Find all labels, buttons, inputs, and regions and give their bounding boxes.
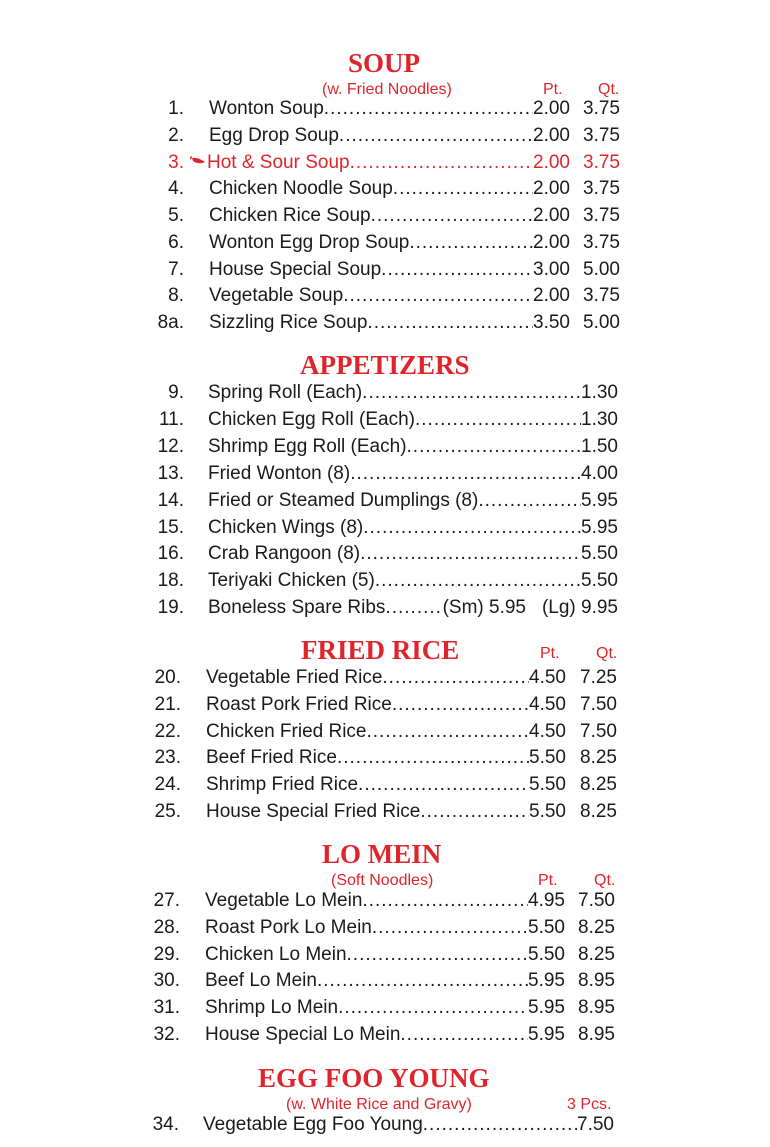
menu-item-row bbox=[0, 380, 770, 406]
item-name: Vegetable Fried Rice bbox=[206, 667, 383, 688]
item-price: 5.50 bbox=[581, 570, 618, 592]
menu-item-row bbox=[0, 568, 770, 594]
menu-item-row bbox=[0, 772, 770, 798]
item-name: Chicken Lo Mein bbox=[205, 943, 347, 965]
item-number: 32. bbox=[153, 1024, 180, 1045]
item-name: Hot & Sour Soup bbox=[207, 151, 350, 173]
menu-item-row bbox=[0, 407, 770, 433]
menu-item-row bbox=[0, 595, 770, 621]
item-body bbox=[205, 995, 565, 1021]
item-body bbox=[206, 745, 566, 771]
item-name: Wonton Soup bbox=[209, 98, 324, 119]
item-body bbox=[208, 488, 618, 514]
item-body bbox=[209, 123, 570, 149]
dot-leader bbox=[367, 310, 533, 336]
item-body bbox=[208, 380, 618, 406]
item-body bbox=[209, 310, 570, 336]
menu-item-row bbox=[0, 1112, 770, 1138]
fried-rice-pt-label: Pt. bbox=[540, 645, 560, 662]
dot-leader bbox=[363, 515, 581, 541]
item-name: Roast Pork Lo Mein bbox=[205, 916, 372, 938]
item-number: 9. bbox=[168, 382, 184, 403]
item-price-quart: 7.50 bbox=[580, 720, 617, 742]
item-body bbox=[209, 96, 570, 122]
item-number: 4. bbox=[168, 178, 184, 200]
menu-item-row bbox=[0, 150, 770, 176]
item-price: 1.50 bbox=[581, 435, 618, 457]
menu-item-row bbox=[0, 123, 770, 149]
item-price-quart: 8.25 bbox=[578, 943, 615, 965]
item-price: 5.95 bbox=[581, 489, 618, 511]
lo-mein-qt-label: Qt. bbox=[594, 872, 616, 889]
item-price-quart: 8.95 bbox=[578, 997, 615, 1019]
dot-leader bbox=[407, 434, 581, 460]
section-title-lo-mein: LO MEIN bbox=[322, 839, 442, 869]
menu-item-row bbox=[0, 745, 770, 771]
item-price: 2.00 bbox=[533, 98, 570, 119]
item-body bbox=[205, 1022, 565, 1048]
dot-leader bbox=[393, 176, 533, 202]
menu-item-row bbox=[0, 719, 770, 745]
item-number: 28. bbox=[153, 916, 180, 938]
dot-leader bbox=[337, 745, 529, 771]
item-name: Fried Wonton (8) bbox=[208, 462, 351, 484]
item-name: Spring Roll (Each) bbox=[208, 382, 363, 403]
item-number: 25. bbox=[154, 801, 181, 822]
item-price: 3.50 bbox=[533, 312, 570, 333]
item-name: Wonton Egg Drop Soup bbox=[209, 231, 410, 253]
item-price: 5.50 bbox=[528, 943, 565, 965]
dot-leader bbox=[423, 1112, 577, 1138]
menu-item-row bbox=[0, 515, 770, 541]
section-title-appetizers: APPETIZERS bbox=[300, 350, 470, 380]
item-price-quart: 5.00 bbox=[583, 258, 620, 280]
item-number: 22. bbox=[154, 720, 181, 742]
dot-leader bbox=[372, 915, 528, 941]
dot-leader bbox=[339, 123, 533, 149]
item-body bbox=[208, 541, 618, 567]
item-body bbox=[209, 257, 570, 283]
item-body bbox=[208, 568, 618, 594]
egg-foo-young-count-label: 3 Pcs. bbox=[567, 1096, 612, 1113]
item-price: 5.50 bbox=[529, 774, 566, 796]
item-name: Crab Rangoon (8) bbox=[208, 543, 361, 565]
item-number: 20. bbox=[154, 667, 181, 688]
menu-item-row bbox=[0, 283, 770, 309]
section-subtitle-soup: (w. Fried Noodles) bbox=[322, 81, 452, 98]
menu-item-row bbox=[0, 888, 770, 914]
item-price-quart: 8.25 bbox=[580, 774, 617, 796]
item-price-quart: 8.25 bbox=[578, 916, 615, 938]
item-body bbox=[209, 176, 570, 202]
item-body bbox=[205, 915, 565, 941]
item-price-quart: 3.75 bbox=[583, 231, 620, 253]
lo-mein-pt-label: Pt. bbox=[538, 872, 558, 889]
dot-leader bbox=[409, 230, 533, 256]
menu-item-row bbox=[0, 799, 770, 825]
item-price: 5.50 bbox=[529, 801, 566, 822]
item-number: 12. bbox=[157, 435, 184, 457]
item-name: Fried or Steamed Dumplings (8) bbox=[208, 489, 479, 511]
dot-leader bbox=[420, 799, 529, 825]
dot-leader bbox=[415, 407, 581, 433]
item-price: 5.95 bbox=[581, 516, 618, 538]
section-title-soup: SOUP bbox=[348, 48, 421, 78]
item-price: 4.00 bbox=[581, 462, 618, 484]
item-price: 1.30 bbox=[581, 408, 618, 430]
menu-item-row bbox=[0, 541, 770, 567]
dot-leader bbox=[338, 995, 528, 1021]
dot-leader bbox=[317, 968, 528, 994]
item-price-quart: 3.75 bbox=[583, 151, 620, 173]
dot-leader bbox=[478, 488, 581, 514]
item-number: 31. bbox=[153, 997, 180, 1019]
item-price: 5.95 bbox=[528, 1024, 565, 1045]
item-price: 5.50 bbox=[529, 747, 566, 769]
item-price: 4.50 bbox=[529, 667, 566, 688]
item-price: 5.95 bbox=[528, 970, 565, 992]
item-number: 13. bbox=[157, 462, 184, 484]
item-name: Boneless Spare Ribs bbox=[208, 597, 386, 619]
item-name: Roast Pork Fried Rice bbox=[206, 693, 392, 715]
dot-leader bbox=[360, 541, 581, 567]
item-number: 14. bbox=[157, 489, 184, 511]
dot-leader bbox=[385, 595, 442, 621]
item-price: (Sm) 5.95 bbox=[442, 597, 526, 619]
dot-leader bbox=[362, 888, 528, 914]
item-price-quart: 8.25 bbox=[580, 747, 617, 769]
item-number: 24. bbox=[154, 774, 181, 796]
item-name: Beef Lo Mein bbox=[205, 970, 317, 992]
item-price-quart: 3.75 bbox=[583, 124, 620, 146]
menu-item-row bbox=[0, 942, 770, 968]
item-price-quart: (Lg) 9.95 bbox=[541, 597, 618, 619]
item-body bbox=[203, 1112, 614, 1138]
item-name: Vegetable Lo Mein bbox=[205, 890, 363, 911]
item-number: 18. bbox=[157, 570, 184, 592]
fried-rice-qt-label: Qt. bbox=[596, 645, 618, 662]
item-name: Chicken Rice Soup bbox=[209, 205, 371, 226]
dot-leader bbox=[382, 665, 529, 691]
item-price: 2.00 bbox=[533, 231, 570, 253]
item-name: House Special Lo Mein bbox=[205, 1024, 401, 1045]
item-body bbox=[209, 203, 570, 229]
soup-pt-label: Pt. bbox=[543, 81, 563, 98]
item-number: 7. bbox=[168, 258, 184, 280]
dot-leader bbox=[367, 719, 530, 745]
item-number: 30. bbox=[153, 970, 180, 992]
item-number: 5. bbox=[168, 205, 184, 226]
item-number: 34. bbox=[152, 1114, 179, 1135]
dot-leader bbox=[375, 568, 581, 594]
item-name: Teriyaki Chicken (5) bbox=[208, 570, 375, 592]
menu-item-row bbox=[0, 230, 770, 256]
item-price-quart: 8.25 bbox=[580, 801, 617, 822]
item-price: 2.00 bbox=[533, 151, 570, 173]
item-name: Sizzling Rice Soup bbox=[209, 312, 368, 333]
item-number: 1. bbox=[168, 98, 184, 119]
menu-item-row bbox=[0, 310, 770, 336]
dot-leader bbox=[350, 150, 533, 176]
item-name: Chicken Noodle Soup bbox=[209, 178, 393, 200]
section-title-egg-foo-young: EGG FOO YOUNG bbox=[258, 1063, 490, 1093]
item-name: House Special Soup bbox=[209, 258, 382, 280]
item-price: 3.00 bbox=[533, 258, 570, 280]
menu-item-row bbox=[0, 665, 770, 691]
item-body bbox=[208, 595, 526, 621]
item-price: 4.50 bbox=[529, 720, 566, 742]
item-name: Chicken Egg Roll (Each) bbox=[208, 408, 415, 430]
item-price-quart: 3.75 bbox=[583, 178, 620, 200]
item-body bbox=[206, 665, 566, 691]
section-title-fried-rice: FRIED RICE bbox=[301, 635, 460, 665]
item-price-quart: 8.95 bbox=[578, 1024, 615, 1045]
item-name: Shrimp Lo Mein bbox=[205, 997, 339, 1019]
item-price: 5.50 bbox=[528, 916, 565, 938]
section-subtitle-egg-foo-young: (w. White Rice and Gravy) bbox=[286, 1096, 472, 1113]
item-body bbox=[189, 150, 570, 176]
item-price: 2.00 bbox=[533, 285, 570, 307]
dot-leader bbox=[343, 283, 533, 309]
hot-pepper-icon bbox=[189, 150, 207, 162]
item-name: Chicken Fried Rice bbox=[206, 720, 367, 742]
menu-item-row bbox=[0, 488, 770, 514]
menu-item-row bbox=[0, 692, 770, 718]
item-price: 2.00 bbox=[533, 205, 570, 226]
item-price: 2.00 bbox=[533, 178, 570, 200]
item-price: 4.95 bbox=[528, 890, 565, 911]
item-price: 2.00 bbox=[533, 124, 570, 146]
menu-item-row bbox=[0, 995, 770, 1021]
item-body bbox=[206, 799, 566, 825]
item-number: 8a. bbox=[157, 312, 184, 333]
menu-item-row bbox=[0, 434, 770, 460]
menu-item-row bbox=[0, 203, 770, 229]
menu-item-row bbox=[0, 461, 770, 487]
dot-leader bbox=[392, 692, 529, 718]
item-name: House Special Fried Rice bbox=[206, 801, 421, 822]
item-number: 16. bbox=[157, 543, 184, 565]
menu-item-row bbox=[0, 257, 770, 283]
item-price: 1.30 bbox=[581, 382, 618, 403]
item-number: 23. bbox=[154, 747, 181, 769]
item-body bbox=[205, 942, 565, 968]
item-body bbox=[209, 230, 570, 256]
item-price: 5.50 bbox=[581, 543, 618, 565]
item-body bbox=[206, 719, 566, 745]
menu-item-row bbox=[0, 968, 770, 994]
item-body bbox=[205, 968, 565, 994]
item-number: 6. bbox=[168, 231, 184, 253]
item-number: 19. bbox=[157, 597, 184, 619]
item-price: 7.50 bbox=[577, 1114, 614, 1135]
item-body bbox=[206, 772, 566, 798]
item-body bbox=[205, 888, 565, 914]
item-number: 15. bbox=[157, 516, 184, 538]
item-number: 3. bbox=[168, 151, 184, 173]
item-price-quart: 5.00 bbox=[583, 312, 620, 333]
item-price-quart: 3.75 bbox=[583, 98, 620, 119]
item-body bbox=[208, 434, 618, 460]
dot-leader bbox=[371, 203, 533, 229]
item-name: Shrimp Egg Roll (Each) bbox=[208, 435, 407, 457]
menu-item-row bbox=[0, 176, 770, 202]
item-price-quart: 3.75 bbox=[583, 285, 620, 307]
item-price-quart: 7.25 bbox=[580, 667, 617, 688]
soup-qt-label: Qt. bbox=[598, 81, 620, 98]
item-price: 4.50 bbox=[529, 693, 566, 715]
item-number: 21. bbox=[154, 693, 181, 715]
dot-leader bbox=[324, 96, 533, 122]
item-number: 27. bbox=[153, 890, 180, 911]
menu-item-row bbox=[0, 915, 770, 941]
dot-leader bbox=[358, 772, 529, 798]
item-name: Chicken Wings (8) bbox=[208, 516, 364, 538]
menu-item-row bbox=[0, 1022, 770, 1048]
section-subtitle-lo-mein: (Soft Noodles) bbox=[331, 872, 434, 889]
item-number: 29. bbox=[153, 943, 180, 965]
item-name: Egg Drop Soup bbox=[209, 124, 339, 146]
dot-leader bbox=[362, 380, 581, 406]
item-name: Vegetable Soup bbox=[209, 285, 344, 307]
item-price-quart: 7.50 bbox=[578, 890, 615, 911]
item-name: Vegetable Egg Foo Young bbox=[203, 1114, 423, 1135]
menu-item-row bbox=[0, 96, 770, 122]
item-body bbox=[208, 461, 618, 487]
item-price-quart: 3.75 bbox=[583, 205, 620, 226]
item-body bbox=[208, 407, 618, 433]
item-price-quart: 8.95 bbox=[578, 970, 615, 992]
item-name: Beef Fried Rice bbox=[206, 747, 337, 769]
item-number: 11. bbox=[158, 408, 184, 430]
item-number: 8. bbox=[168, 285, 184, 307]
dot-leader bbox=[347, 942, 528, 968]
item-number: 2. bbox=[168, 124, 184, 146]
item-body bbox=[206, 692, 566, 718]
item-price-quart: 7.50 bbox=[580, 693, 617, 715]
item-body bbox=[208, 515, 618, 541]
dot-leader bbox=[381, 257, 533, 283]
item-body bbox=[209, 283, 570, 309]
dot-leader bbox=[350, 461, 581, 487]
item-name: Shrimp Fried Rice bbox=[206, 774, 359, 796]
dot-leader bbox=[400, 1022, 528, 1048]
item-price: 5.95 bbox=[528, 997, 565, 1019]
